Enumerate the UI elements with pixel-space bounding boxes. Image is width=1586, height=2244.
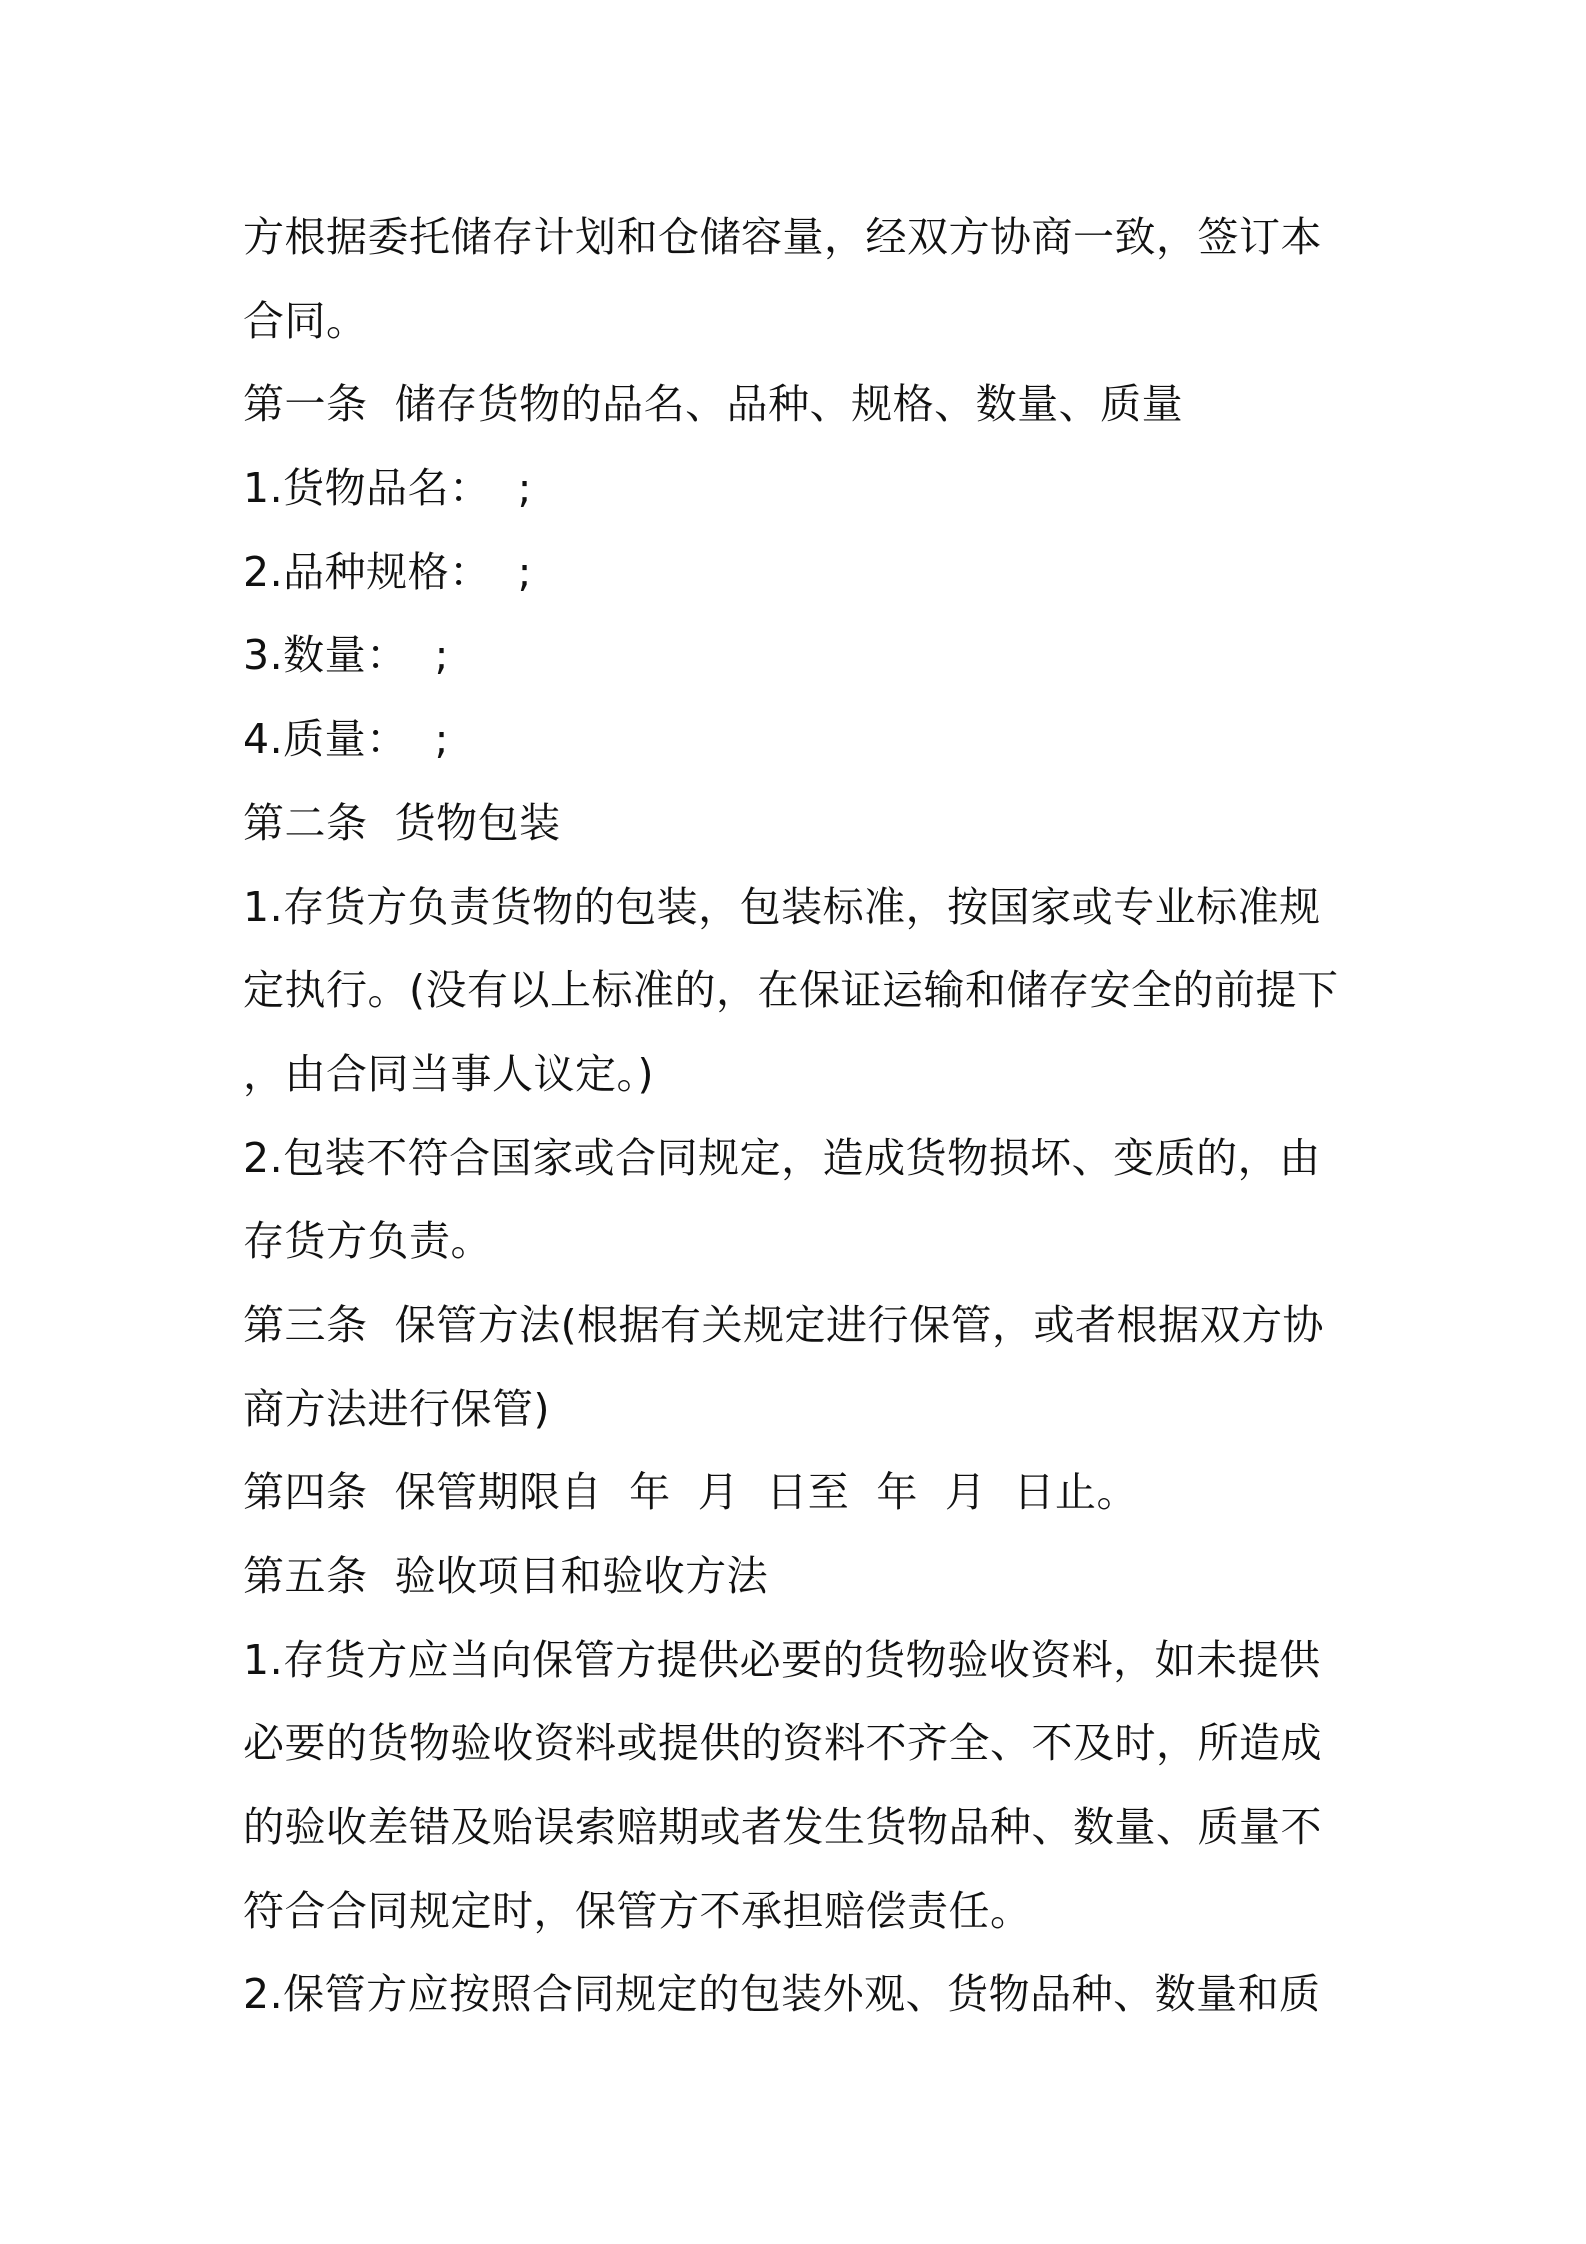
list-item: 1.存货方负责货物的包装，包装标准，按国家或专业标准规 — [243, 882, 1321, 931]
body-text-line: 必要的货物验收资料或提供的资料不齐全、不及时，所造成 — [243, 1719, 1322, 1768]
article-heading: 第三条 保管方法(根据有关规定进行保管，或者根据双方协 — [243, 1300, 1325, 1349]
list-item: 2.保管方应按照合同规定的包装外观、货物品种、数量和质 — [243, 1970, 1321, 2019]
list-item: 2.品种规格： ; — [243, 547, 532, 596]
body-text-line: 方根据委托储存计划和仓储容量，经双方协商一致，签订本 — [243, 213, 1322, 261]
article-heading: 第二条 货物包装 — [243, 798, 561, 847]
body-text-line: 存货方负责。 — [243, 1217, 492, 1266]
document-body — [243, 196, 1363, 2037]
article-heading: 第一条 储存货物的品名、品种、规格、数量、质量 — [243, 380, 1184, 429]
list-item: 1.货物品名： ; — [243, 464, 532, 513]
body-text-line: ，由合同当事人议定。) — [243, 1049, 654, 1098]
body-text-line: 商方法进行保管) — [243, 1384, 550, 1433]
body-text-line: 定执行。(没有以上标准的，在保证运输和储存安全的前提下 — [243, 966, 1339, 1015]
list-item: 3.数量： ; — [243, 631, 449, 680]
list-item: 4.质量： ; — [243, 715, 449, 764]
article-heading: 第四条 保管期限自 年 月 日至 年 月 日止。 — [243, 1468, 1138, 1517]
body-text-line: 符合合同规定时，保管方不承担赔偿责任。 — [243, 1886, 1032, 1935]
body-text-line: 合同。 — [243, 296, 368, 345]
list-item: 1.存货方应当向保管方提供必要的货物验收资料，如未提供 — [243, 1635, 1321, 1684]
article-heading: 第五条 验收项目和验收方法 — [243, 1552, 769, 1600]
list-item: 2.包装不符合国家或合同规定，造成货物损坏、变质的，由 — [243, 1133, 1321, 1182]
body-text-line: 的验收差错及贻误索赔期或者发生货物品种、数量、质量不 — [243, 1803, 1322, 1852]
